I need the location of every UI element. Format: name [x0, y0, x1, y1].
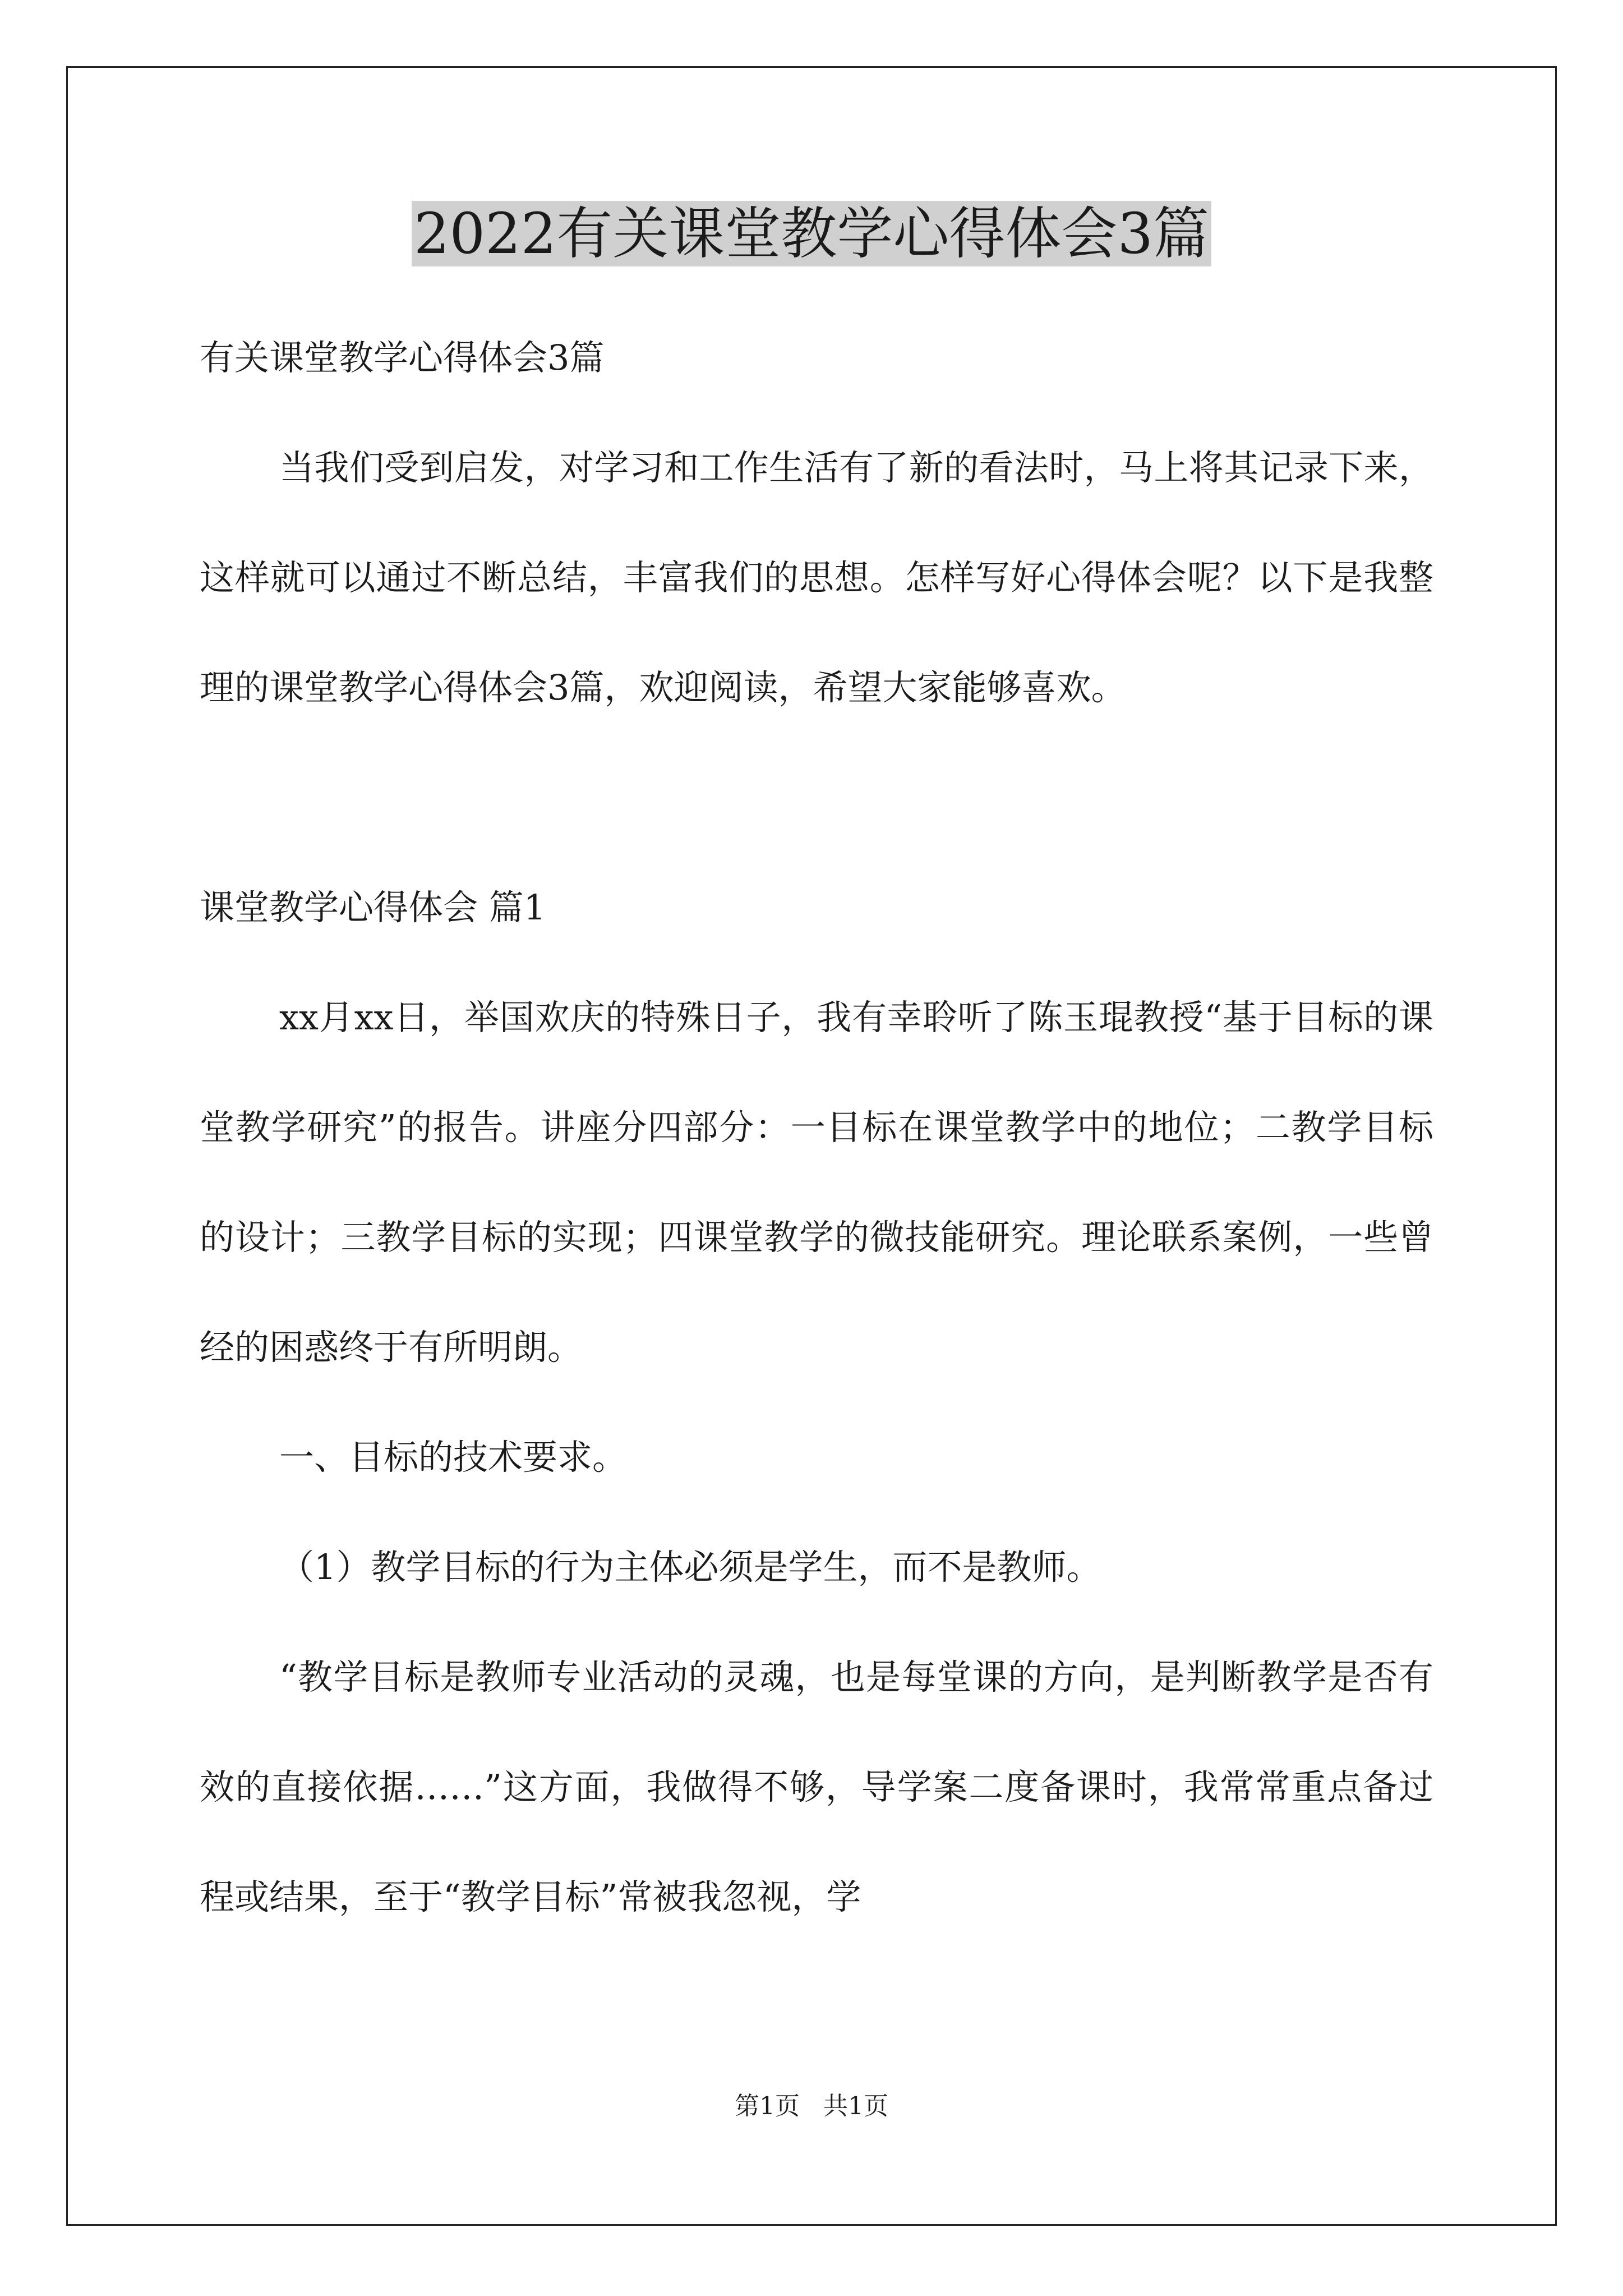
body-paragraph: xx月xx日，举国欢庆的特殊日子，我有幸聆听了陈玉琨教授“基于目标的课堂教学研究”的报告。讲座分四部分：一目标在课堂教学中的地位；二教学目标的设计；三教学目标的实现；四课堂教学的微技能研究。理论联系案例，一些曾经的困惑终于有所明朗。: [200, 997, 1433, 1368]
body-paragraph: （1）教学目标的行为主体必须是学生，而不是教师。: [279, 1547, 1101, 1588]
document-body: [200, 303, 1433, 1952]
section-heading: 课堂教学心得体会 篇1: [200, 887, 546, 928]
subtitle: 有关课堂教学心得体会3篇: [200, 337, 605, 378]
body-paragraph: 一、目标的技术要求。: [279, 1437, 628, 1478]
page-total: 共1页: [823, 2092, 888, 2120]
page-number: 第1页: [735, 2092, 800, 2120]
intro-paragraph: 当我们受到启发，对学习和工作生活有了新的看法时，马上将其记录下来，这样就可以通过不断总结，丰富我们的思想。怎样写好心得体会呢？以下是我整理的课堂教学心得体会3篇，欢迎阅读，希望大家能够喜欢。: [200, 447, 1433, 708]
document-title: [0, 197, 1623, 270]
document-title-text: 2022有关课堂教学心得体会3篇: [412, 201, 1211, 266]
body-paragraph: “教学目标是教师专业活动的灵魂，也是每堂课的方向，是判断教学是否有效的直接依据……”这方面，我做得不够，导学案二度备课时，我常常重点备过程或结果，至于“教学目标”常被我忽视，学: [200, 1657, 1433, 1917]
page-footer: [0, 2090, 1623, 2123]
